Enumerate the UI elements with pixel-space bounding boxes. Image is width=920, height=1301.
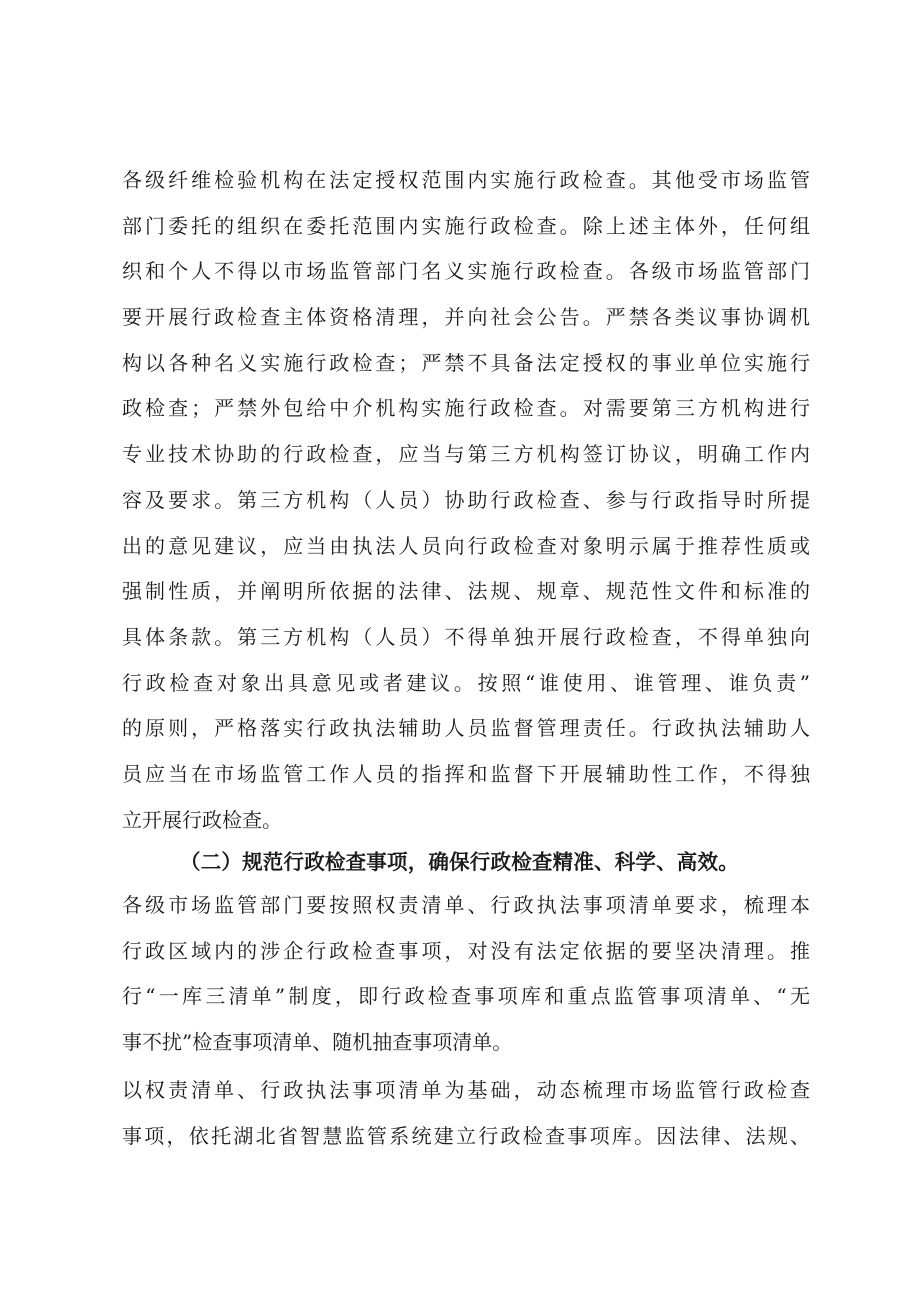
text-line: 的原则，严格落实行政执法辅助人员监督管理责任。行政执法辅助人 xyxy=(122,716,810,741)
paragraph-inspection-library xyxy=(122,1068,810,1159)
text-line: 事不扰”检查事项清单、随机抽查事项清单。 xyxy=(122,1030,513,1055)
text-line: 出的意见建议，应当由执法人员向行政检查对象明示属于推荐性质或 xyxy=(122,533,810,558)
text-line: 各级纤维检验机构在法定授权范围内实施行政检查。其他受市场监管 xyxy=(122,168,810,192)
text-line: 行政检查对象出具意见或者建议。按照“谁使用、谁管理、谁负责” xyxy=(122,670,810,695)
text-line: 行政区域内的涉企行政检查事项，对没有法定依据的要坚决清理。推 xyxy=(122,938,810,963)
section-heading: （二）规范行政检查事项，确保行政检查精准、科学、高效。 xyxy=(180,850,739,874)
text-line: 政检查；严禁外包给中介机构实施行政检查。对需要第三方机构进行 xyxy=(122,396,810,421)
paragraph-inspection-items xyxy=(122,883,810,1066)
text-line: 强制性质，并阐明所依据的法律、法规、规章、规范性文件和标准的 xyxy=(122,579,810,604)
paragraph-inspection-subjects xyxy=(122,158,810,843)
text-line: 行“一库三清单”制度，即行政检查事项库和重点监管事项清单、“无 xyxy=(122,984,810,1009)
text-line: 事项，依托湖北省智慧监管系统建立行政检查事项库。因法律、法规、 xyxy=(122,1123,810,1148)
text-line: 以权责清单、行政执法事项清单为基础，动态梳理市场监管行政检查 xyxy=(122,1078,810,1102)
text-line: 各级市场监管部门要按照权责清单、行政执法事项清单要求，梳理本 xyxy=(122,893,810,917)
text-line: 部门委托的组织在委托范围内实施行政检查。除上述主体外，任何组 xyxy=(122,213,810,238)
text-line: 织和个人不得以市场监管部门名义实施行政检查。各级市场监管部门 xyxy=(122,259,810,284)
text-line: 构以各种名义实施行政检查；严禁不具备法定授权的事业单位实施行 xyxy=(122,350,810,375)
text-line: 要开展行政检查主体资格清理，并向社会公告。严禁各类议事协调机 xyxy=(122,305,810,330)
text-line: 专业技术协助的行政检查，应当与第三方机构签订协议，明确工作内 xyxy=(122,442,810,467)
text-line: 具体条款。第三方机构（人员）不得单独开展行政检查，不得单独向 xyxy=(122,624,810,649)
text-line: 立开展行政检查。 xyxy=(122,807,282,832)
text-line: 员应当在市场监管工作人员的指挥和监督下开展辅助性工作，不得独 xyxy=(122,761,810,786)
text-line: 容及要求。第三方机构（人员）协助行政检查、参与行政指导时所提 xyxy=(122,487,810,512)
